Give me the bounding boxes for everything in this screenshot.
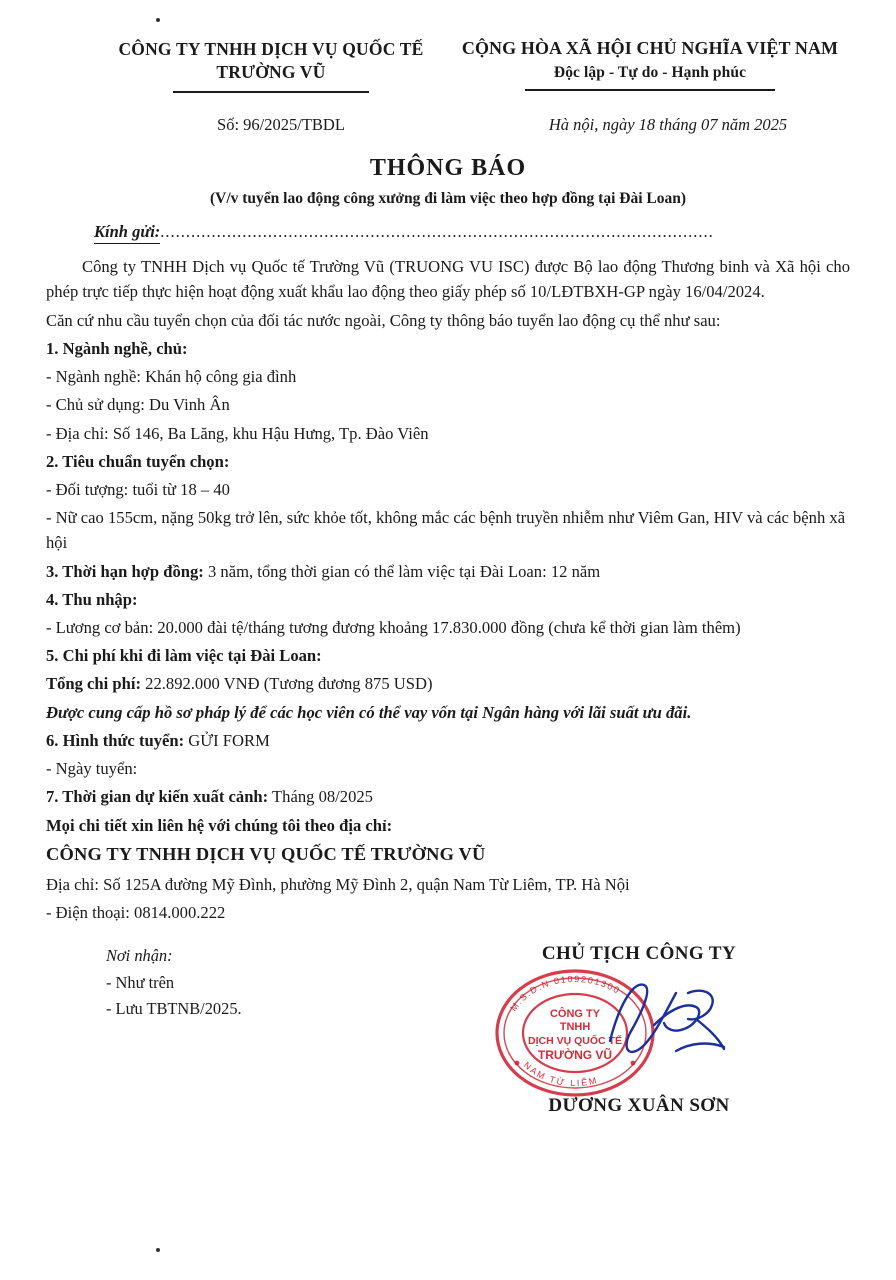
- document-body: [46, 254, 850, 925]
- section-1-item-1: - Ngành nghề: Khán hộ công gia đình: [46, 367, 297, 387]
- page-title: THÔNG BÁO: [369, 155, 527, 182]
- section-5-total-label: Tổng chi phí:: [46, 674, 141, 694]
- recipient-item-2: - Lưu TBTNB/2025.: [106, 999, 242, 1019]
- signer-name: DƯƠNG XUÂN SƠN: [548, 1095, 730, 1117]
- contact-intro: Mọi chi tiết xin liên hệ với chúng tôi theo địa chỉ:: [46, 815, 393, 835]
- paragraph-intro-1: Công ty TNHH Dịch vụ Quốc tế Trường Vũ (TRUONG VU ISC) được Bộ lao động Thương binh và Xã hội cho phép trực tiếp thực hiện hoạt động xuất khẩu lao động theo giấy phép số 10/LĐTBXH-GP ngày 16/04/2024.: [46, 257, 850, 302]
- header-divider-right: [525, 89, 775, 91]
- section-6: [46, 728, 850, 753]
- section-3-title: 3. Thời hạn hợp đồng:: [46, 561, 204, 581]
- document-footer: [46, 943, 850, 1153]
- document-number: Số: 96/2025/TBDL: [217, 115, 345, 135]
- section-5-title: 5. Chi phí khi đi làm việc tại Đài Loan:: [46, 646, 322, 666]
- document-header: [46, 38, 850, 93]
- section-3: [46, 559, 850, 584]
- national-title: CỘNG HÒA XÃ HỘI CHỦ NGHĨA VIỆT NAM: [461, 38, 839, 58]
- addressee-label: Kính gửi:: [94, 222, 160, 244]
- svg-text:M.S.D.N 0109201300: M.S.D.N 0109201300: [508, 974, 623, 1014]
- section-1-title: 1. Ngành nghề, chủ:: [46, 338, 188, 358]
- svg-text:TNHH: TNHH: [559, 1021, 591, 1034]
- section-7: [46, 784, 850, 809]
- section-3-value: 3 năm, tổng thời gian có thể làm việc tại Đài Loan: 12 năm: [203, 561, 601, 581]
- paragraph-intro-2: Căn cứ nhu cầu tuyển chọn của đối tác nước ngoài, Công ty thông báo tuyển lao động cụ thể như sau:: [46, 310, 721, 330]
- section-4-title: 4. Thu nhập:: [46, 589, 138, 609]
- document-date: Hà nội, ngày 18 tháng 07 năm 2025: [548, 115, 788, 135]
- section-5-total-value: 22.892.000 VNĐ (Tương đương 875 USD): [141, 674, 433, 694]
- section-4-item-1: - Lương cơ bản: 20.000 đài tệ/tháng tương đương khoảng 17.830.000 đồng (chưa kể thời gian làm thêm): [46, 618, 741, 638]
- section-7-value: Tháng 08/2025: [268, 787, 373, 807]
- section-1-item-2: - Chủ sử dụng: Du Vinh Ân: [46, 395, 230, 415]
- page-subtitle: (V/v tuyển lao động công xưởng đi làm việc theo hợp đồng tại Đài Loan): [209, 190, 687, 208]
- svg-text:DỊCH VỤ QUỐC TẾ: DỊCH VỤ QUỐC TẾ: [528, 1035, 622, 1048]
- document-subheader: [46, 115, 850, 135]
- section-6-value: GỬI FORM: [184, 730, 270, 750]
- signature-block: [474, 943, 804, 1117]
- section-2-item-1: - Đối tượng: tuổi từ 18 – 40: [46, 479, 230, 499]
- addressee-dots: ............................................................................................................: [160, 222, 714, 242]
- scan-artifact-top: [156, 18, 160, 22]
- svg-text:TRƯỜNG VŨ: TRƯỜNG VŨ: [537, 1048, 613, 1063]
- recipient-item-1: - Như trên: [106, 972, 175, 992]
- contact-phone: - Điện thoại: 0814.000.222: [46, 902, 226, 922]
- contact-company-name: CÔNG TY TNHH DỊCH VỤ QUỐC TẾ TRƯỜNG VŨ: [46, 843, 486, 864]
- signature-title: CHỦ TỊCH CÔNG TY: [541, 943, 737, 965]
- company-header-block: [106, 38, 436, 93]
- scan-artifact-bottom: [156, 1248, 160, 1252]
- header-divider-left: [173, 91, 369, 93]
- contact-address: Địa chỉ: Số 125A đường Mỹ Đình, phường Mỹ Đình 2, quận Nam Từ Liêm, TP. Hà Nội: [46, 874, 630, 894]
- section-7-title: 7. Thời gian dự kiến xuất cảnh:: [46, 787, 269, 807]
- section-5-total: [46, 671, 850, 696]
- handwritten-signature: [592, 963, 742, 1083]
- addressee-line: [46, 222, 850, 244]
- section-6-item-1: - Ngày tuyển:: [46, 759, 138, 779]
- national-motto: Độc lập - Tự do - Hạnh phúc: [553, 64, 747, 81]
- company-name-line2: TRƯỜNG VŨ: [216, 62, 326, 83]
- section-5-note: Được cung cấp hồ sơ pháp lý để các học viên có thể vay vốn tại Ngân hàng với lãi suất ưu đãi.: [46, 702, 692, 722]
- svg-text:NAM TỪ LIÊM: NAM TỪ LIÊM: [521, 1060, 600, 1089]
- national-header-block: [450, 38, 850, 91]
- section-2-item-2: - Nữ cao 155cm, nặng 50kg trở lên, sức khỏe tốt, không mắc các bệnh truyền nhiễm như Viêm Gan, HIV và các bệnh xã hội: [46, 508, 846, 553]
- svg-text:CÔNG TY: CÔNG TY: [549, 1008, 601, 1021]
- company-name-line1: CÔNG TY TNHH DỊCH VỤ QUỐC TẾ: [118, 39, 424, 59]
- section-6-title: 6. Hình thức tuyển:: [46, 730, 185, 750]
- section-2-title: 2. Tiêu chuẩn tuyển chọn:: [46, 451, 230, 471]
- recipients-label: Nơi nhận:: [106, 946, 173, 966]
- section-1-item-3: - Địa chỉ: Số 146, Ba Lăng, khu Hậu Hưng, Tp. Đào Viên: [46, 423, 429, 443]
